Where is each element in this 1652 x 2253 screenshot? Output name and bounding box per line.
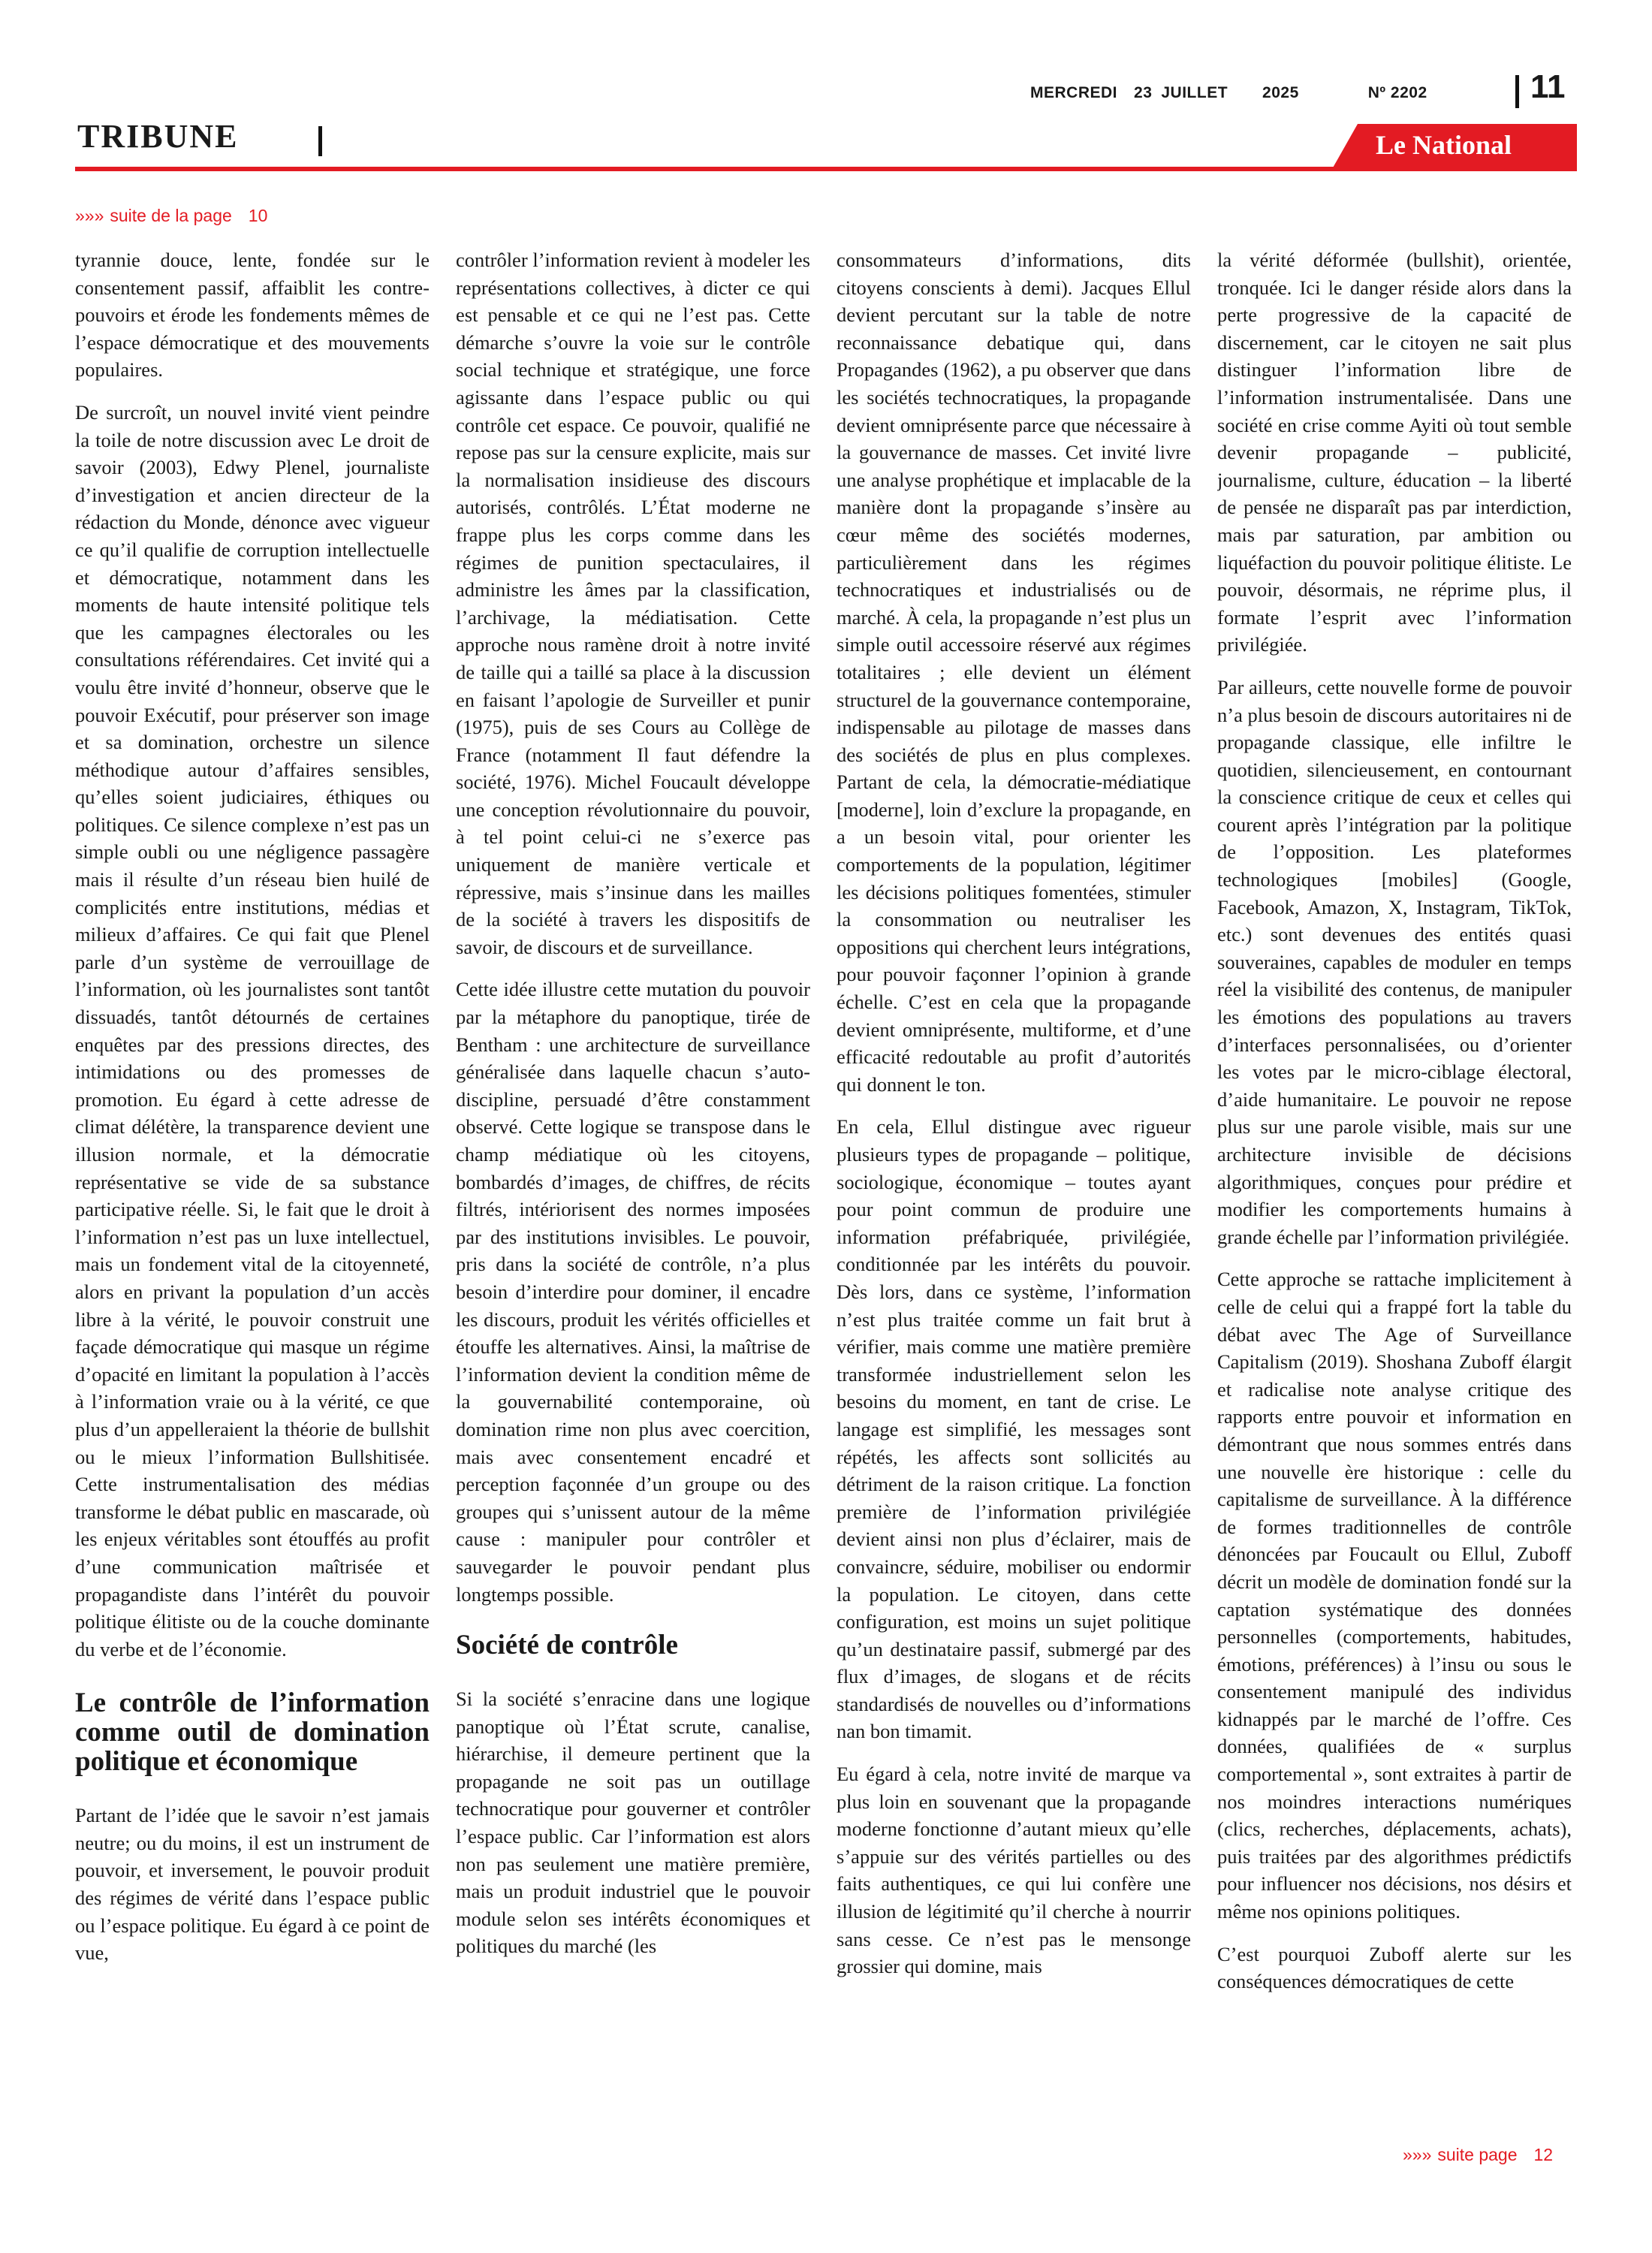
article-column-3 [837, 246, 1191, 2143]
paragraph: Eu égard à cela, notre invité de marque va plus loin en souvenant que la propagande moderne fonctionne d’autant mieux qu’elle s’appuie sur des vérités partielles ou des faits authentiques, ce qui lui confère une illusion de légitimité qu’il cherche à nourrir sans cesse. Ce n’est pas le mensonge grossier qui domine, mais [837, 1763, 1191, 1978]
date-number: 23 [1134, 84, 1153, 101]
continued-arrows: »»» [1403, 2145, 1432, 2164]
article-column-4 [1217, 246, 1572, 2143]
brand-name: Le National [1376, 130, 1512, 160]
issue-date-line [1030, 84, 1427, 102]
article-column-1 [75, 246, 430, 2143]
paragraph: De surcroît, un nouvel invité vient peindre la toile de notre discussion avec Le droit de savoir (2003), Edwy Plenel, journaliste d’investigation et ancien directeur de la rédaction du Monde, dénonce avec vigueur ce qu’il qualifie de corruption intellectuelle et démocratique, notamment dans les moments de haute intensité politique tels que les campagnes électorales ou les consultations référendaires. Cet invité qui a voulu être invité d’honneur, observe que le pouvoir Exécutif, pour préserver son image et sa domination, orchestre un silence méthodique autour d’affaires sensibles, qu’elles soient judiciaires, éthiques ou politiques. Ce silence complexe n’est pas un simple oubli ou une négligence passagère mais il résulte d’un réseau bien huilé de complicités entre institutions, médias et milieux d’affaires. Ce qui fait que Plenel parle d’un système de verrouillage de l’information, où les journalistes sont tantôt dissuadés, tantôt détournés de certaines enquêtes par des pressions directes, des intimidations ou des promesses de promotion. Eu égard à cette adresse de climat délétère, la transparence devient une illusion normale, et la démocratie représentative se vide de sa substance participative réelle. Si, le fait que le droit à l’information n’est pas un luxe intellectuel, mais un fondement vital de la citoyenneté, alors en privant la population d’un accès libre à la vérité, le pouvoir construit une façade démocratique qui masque un régime d’opacité en limitant la population à l’accès à l’information vraie ou à la vérité, ce que plus d’un appelleraient la théorie de bullshit ou le mieux l’information Bullshitisée. Cette instrumentalisation des médias transforme le débat public en mascarade, où les enjeux véritables sont étouffés au profit d’une communication maîtrisée et propagandiste dans l’intérêt du pouvoir politique élitiste ou de la couche dominante du verbe et de l’économie. [75, 400, 430, 1660]
paragraph: Partant de l’idée que le savoir n’est jamais neutre; ou du moins, il est un instrument de pouvoir, et inversement, le pouvoir produit des régimes de vérité dans l’espace public ou l’espace politique. Eu égard à ce point de vue, [75, 1804, 430, 1965]
section-title: TRIBUNE [77, 118, 239, 155]
continued-to-label: suite page [1437, 2145, 1518, 2164]
article-column-2 [456, 246, 810, 2143]
continued-from[interactable] [75, 206, 267, 226]
continued-arrows: »»» [75, 206, 104, 225]
paragraph: Si la société s’enracine dans une logique panoptique où l’État scrute, canalise, hiérarchise, il demeure pertinent que la propagande ne soit pas un outillage technocratique pour gouverner et contrôler l’espace public. Car l’information est alors non pas seulement une matière première, mais un produit industriel que le pouvoir module selon ses intérêts économiques et politiques du marché (les [456, 1687, 810, 1958]
paragraph: Par ailleurs, cette nouvelle forme de pouvoir n’a plus besoin de discours autoritaires ni de propagande classique, elle infiltre le quotidien, silencieusement, en contournant la conscience critique de ceux et celles qui courent après l’intégration par la politique de l’opposition. Les plateformes technologiques [mobiles] (Google, Facebook, Amazon, X, Instagram, TikTok, etc.) sont devenues des entités quasi souveraines, capables de moduler en temps réel la visibilité des contenus, de manipuler les émotions des populations au travers d’interfaces personnalisées, ou d’orienter les votes par le micro-ciblage électoral, d’aide humanitaire. Le pouvoir ne repose plus sur une parole visible, mais sur une architecture invisible de décisions algorithmiques, conçues pour prédire et modifier les comportements humains à grande échelle par l’information privilégiée. [1217, 675, 1572, 1248]
continued-from-page: 10 [248, 206, 268, 225]
continued-to[interactable] [1403, 2145, 1553, 2165]
paragraph: Cette approche se rattache implicitement à celle de celui qui a frappé fort la table du débat avec The Age of Surveillance Capitalism (2019). Shoshana Zuboff élargit et radicalise note analyse critique des rapports entre pouvoir et information en démontrant que nous sommes entrés dans une nouvelle ère historique : celle du capitalisme de surveillance. À la différence de formes traditionnelles de contrôle dénoncées par Foucault ou Ellul, Zuboff décrit un modèle de domination fondé sur la captation systématique des données personnelles (comportements, habitudes, émotions, préférences) à l’insu ou sous le consentement manipulé des individus kidnappés par le marché de l’offre. Ces données, qualifiées de « surplus comportemental », sont extraites à partir de nos moindres interactions numériques (clics, recherches, déplacements, achats), puis traitées par des algorithmes prédictifs pour influencer nos décisions, nos désirs et même nos opinions politiques. [1217, 1268, 1572, 1923]
subheading-information-control: Le contrôle de l’information comme outil de domination politique et économique [75, 1687, 430, 1778]
subheading-control-society: Société de contrôle [456, 1630, 678, 1661]
paragraph: tyrannie douce, lente, fondée sur le consentement passif, affaiblit les contre-pouvoirs et érode les fondements mêmes de l’espace démocratique et des mouvements populaires. [75, 249, 430, 382]
section-divider [318, 126, 322, 156]
paragraph: contrôler l’information revient à modeler les représentations collectives, à dicter ce qui est pensable et ce qui ne l’est pas. Cette démarche s’ouvre la voie sur le contrôle social technique et stratégique, une force agissante dans l’espace public ou qui contrôle cet espace. Ce pouvoir, qualifié ne repose pas sur la censure explicite, mais sur la normalisation insidieuse des discours autorisés, contrôlés. L’État moderne ne frappe plus les corps comme dans les régimes de punition spectaculaires, il administre les âmes par la classification, l’archivage, la médiatisation. Cette approche nous ramène droit à notre invité de taille qui a taillé sa place à la discussion en faisant l’apologie de Surveiller et punir (1975), puis de ses Cours au Collège de France (notamment Il faut défendre la société, 1976). Michel Foucault développe une conception révolutionnaire du pouvoir, à tel point celui-ci ne s’exerce pas uniquement de manière verticale et répressive, mais s’insinue dans les mailles de la société à travers les dispositifs de savoir, de discours et de surveillance. [456, 249, 810, 958]
page-number: 11 [1530, 68, 1566, 105]
date-day: MERCREDI [1030, 84, 1118, 101]
date-month: JUILLET [1161, 84, 1228, 101]
continued-to-page: 12 [1533, 2145, 1554, 2164]
header-divider [1515, 75, 1519, 108]
issue-number: Nº 2202 [1367, 84, 1427, 101]
continued-from-label: suite de la page [110, 206, 232, 225]
date-year: 2025 [1262, 84, 1299, 101]
paragraph: consommateurs d’informations, dits citoyens conscients à demi). Jacques Ellul devient percutant sur la table de notre reconnaissance debatique qui, dans Propagandes (1962), a pu observer que dans les sociétés technocratiques, la propagande devient omniprésente parce que nécessaire à la gouvernance de masses. Cet invité livre une analyse prophétique et implacable de la manière dont la propagande s’insère au cœur même des sociétés modernes, particulièrement dans les régimes technocratiques et industrialisés ou de marché. À cela, la propagande n’est plus un simple outil accessoire réservé aux régimes totalitaires ; elle devient un élément structurel de la gouvernance contemporaine, indispensable au pilotage de masses dans des sociétés de plus en plus complexes. Partant de cela, la démocratie-médiatique [moderne], loin d’exclure la propagande, en a un besoin vital, pour orienter les comportements de la population, légitimer les décisions politiques fomentées, stimuler la consommation ou neutraliser les oppositions qui cherchent leurs intégrations, pour pouvoir façonner l’opinion à grande échelle. C’est en cela que la propagande devient omniprésente, multiforme, et d’une efficacité redoutable au profit d’autorités qui donnent le ton. [837, 249, 1191, 1096]
paragraph: C’est pourquoi Zuboff alerte sur les conséquences démocratiques de cette [1217, 1942, 1572, 1993]
paragraph: Cette idée illustre cette mutation du pouvoir par la métaphore du panoptique, tirée de Bentham : une architecture de surveillance généralisée dans laquelle chacun s’auto-discipline, persuadé d’être constamment observé. Cette logique se transpose dans le champ médiatique où les citoyens, bombardés d’images, de chiffres, de récits filtrés, intériorisent des normes imposées par des institutions invisibles. Le pouvoir, pris dans la société de contrôle, n’a plus besoin d’interdire pour dominer, il encadre les discours, produit les vérités officielles et étouffe les alternatives. Ainsi, la maîtrise de l’information devient la condition même de la gouvernabilité contemporaine, où domination rime non plus avec coercition, mais avec consentement encadré et perception façonnée d’un groupe ou des groupes qui s’unissent autour de la même cause : manipuler pour contrôler et sauvegarder le pouvoir pendant plus longtemps possible. [456, 978, 810, 1606]
paragraph: En cela, Ellul distingue avec rigueur plusieurs types de propagande – politique, sociologique, économique – toutes ayant pour point commun de produire une information préfabriquée, privilégiée, conditionnée par les intérêts du pouvoir. Dès lors, dans ce système, l’information n’est plus traitée comme un fait brut à vérifier, mais comme une matière première transformée industriellement selon les besoins du moment, en tant de crise. Le langage est simplifié, les messages sont répétés, les affects sont sollicités au détriment de la raison critique. La fonction première de l’information privilégiée devient ainsi non plus d’éclairer, mais de convaincre, séduire, mobiliser ou endormir la population. Le citoyen, dans cette configuration, est moins un sujet politique qu’un destinataire passif, submergé par des flux d’images, de slogans et de récits standardisés de nouvelles ou d’informations nan bon timamit. [837, 1115, 1191, 1743]
paragraph: la vérité déformée (bullshit), orientée, tronquée. Ici le danger réside alors dans la perte progressive de la capacité de discernement, car le citoyen ne sait plus distinguer l’information libre de l’information instrumentalisée. Dans une société en crise comme Ayiti où tout semble devenir propagande – publicité, journalisme, culture, éducation – la liberté de pensée ne disparaît pas par interdiction, mais par saturation, par ambition ou liquéfaction du pouvoir politique élitiste. Le pouvoir, désormais, ne réprime plus, il formate l’esprit avec l’information privilégiée. [1217, 249, 1572, 656]
